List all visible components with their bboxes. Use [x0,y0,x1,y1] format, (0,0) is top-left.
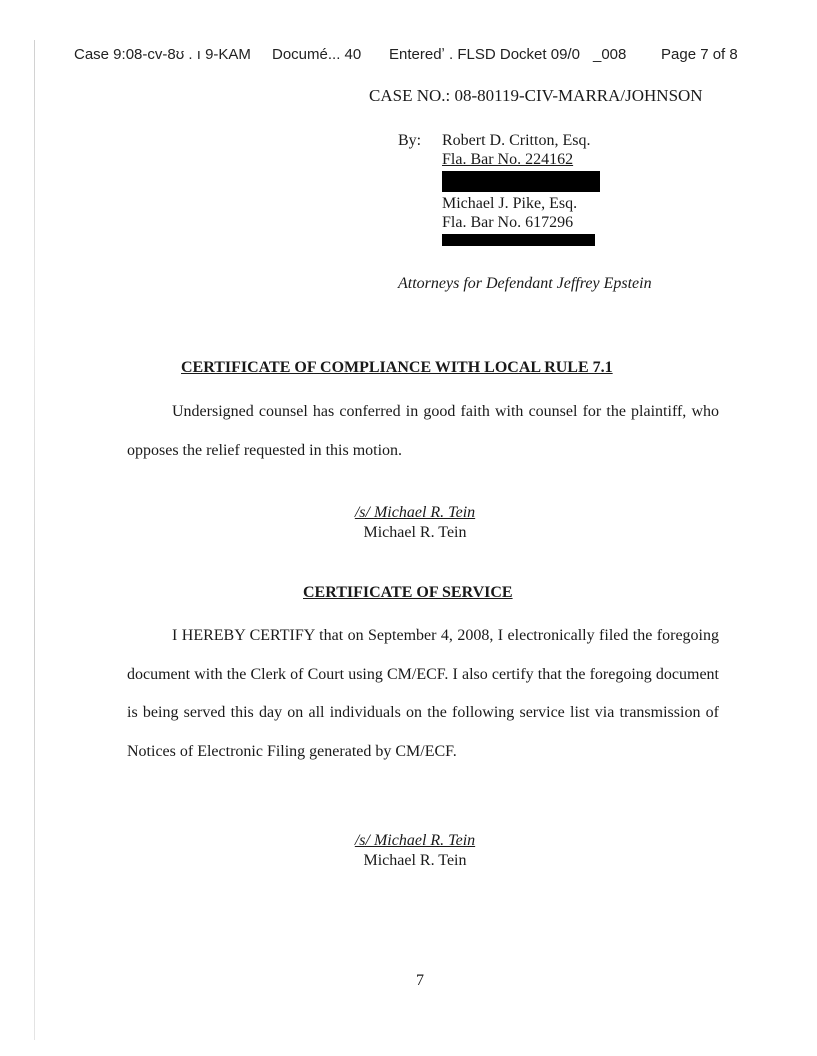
bar-number-1: Fla. Bar No. 224162 [442,151,574,168]
page-number: 7 [416,972,424,989]
service-signature [315,831,515,871]
service-signature-name: Michael R. Tein [363,852,467,869]
case-number: CASE NO.: 08-80119-CIV-MARRA/JOHNSON [369,86,703,105]
compliance-signature-name: Michael R. Tein [363,524,467,541]
compliance-heading: CERTIFICATE OF COMPLIANCE WITH LOCAL RULE 7.1 [181,359,613,376]
attorney-name-2: Michael J. Pike, Esq. [442,195,578,212]
redaction-bar [442,171,600,192]
header-document: Documé... 40 [272,46,362,63]
header-page: Page 7 of 8 [661,46,738,63]
header-entered: Enteredʼ . FLSD Docket 09/0 [389,46,580,63]
compliance-body: Undersigned counsel has conferred in good faith with counsel for the plaintiff, who opposes the relief requested in this motion. [127,403,719,459]
service-signature-s: /s/ Michael R. Tein [354,832,476,849]
attorneys-role: Attorneys for Defendant Jeffrey Epstein [398,275,652,292]
header-year: _008 [593,46,627,63]
compliance-signature-s: /s/ Michael R. Tein [354,504,476,521]
attorney-name-1: Robert D. Critton, Esq. [442,132,591,149]
bar-number-2: Fla. Bar No. 617296 [442,214,574,231]
compliance-signature [315,503,515,543]
signature-lines [442,131,600,246]
scan-edge-line [34,40,35,1040]
redaction-bar [442,234,595,246]
by-label: By: [398,132,422,149]
header-case-ref: Case 9:08-cv-8ʊ . ı 9-KAM [74,46,251,63]
service-body: I HEREBY CERTIFY that on September 4, 2008, I electronically filed the foregoing document with the Clerk of Court using CM/ECF. I also certify that the foregoing document is being served this day on all individuals on the following service list via transmission of Notices of Electronic Filing generated by CM/ECF. [127,627,719,760]
service-heading: CERTIFICATE OF SERVICE [303,584,513,601]
